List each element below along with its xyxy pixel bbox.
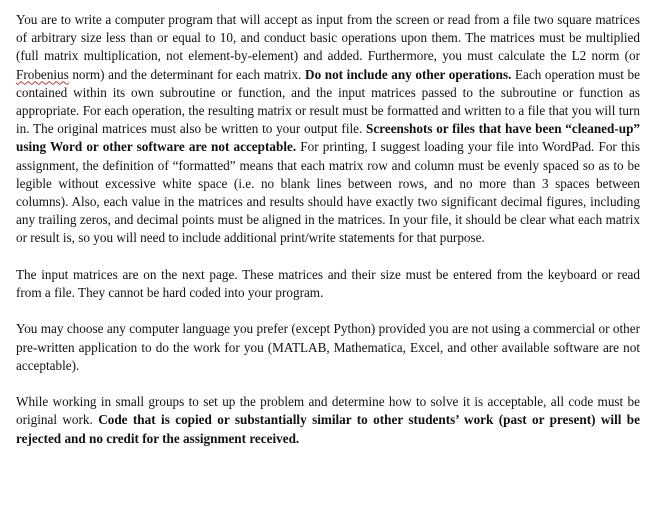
p4-text-1: While working in small groups to set up the problem and determine how to solve it is acceptable, all code must be original work. [16,394,640,428]
p1-text-4: For printing, I suggest loading your file into WordPad. For this assignment, the definition of “formatted” means that each matrix row and column must be evenly spaced so as to be legible without excessive white space (i.e. no blank lines between rows, and no more than 3 spaces between columns). Also, each value in the matrices and results should have exactly two significant decimal figures, including any trailing zeros, and decimal points must be aligned in the matrices. In your file, it should be clear what each matrix or result is, so you will need to include additional print/write statements for that purpose. [16,139,641,246]
p1-text-3: Each operation must be contained within its own subroutine or function, and the input matrices passed to the subroutine or function as appropriate. For each operation, the resulting matrix or result must be formatted and written to a file that you will turn in. The original matrices must also be written to your output file. [16,66,640,137]
p1-text-1: You are to write a computer program that will accept as input from the screen or read from a file two square matrices of arbitrary size less than or equal to 10, and conduct basic operations upon them. The matrices must be multiplied (full matrix multiplication, not element-by-element) and added. Furthermore, you must calculate the L2 norm (or [16,12,640,64]
paragraph-input-matrices: The input matrices are on the next page. These matrices and their size must be entered from the keyboard or read from a file. They cannot be hard coded into your program. [16,266,640,301]
p4-bold-copying-warning: Code that is copied or substantially similar to other students’ work (past or present) will be rejected and no credit for the assignment received. [16,412,640,446]
p1-bold-no-other-operations: Do not include any other operations. [305,66,512,82]
p1-text-2: norm) and the determinant for each matrix. [68,66,306,82]
p1-bold-screenshots-warning: Screenshots or files that have been “cleaned-up” using Word or other software are not acceptable. [16,121,640,155]
paragraph-language-choice: You may choose any computer language you prefer (except Python) provided you are not using a commercial or other pre-written application to do the work for you (MATLAB, Mathematica, Excel, and other available software are not acceptable). [16,321,640,373]
paragraph-assignment-description [16,11,640,248]
document-body [16,11,640,448]
paragraph-original-work [16,393,640,448]
spellcheck-word-frobenius: Frobenius [16,66,69,82]
